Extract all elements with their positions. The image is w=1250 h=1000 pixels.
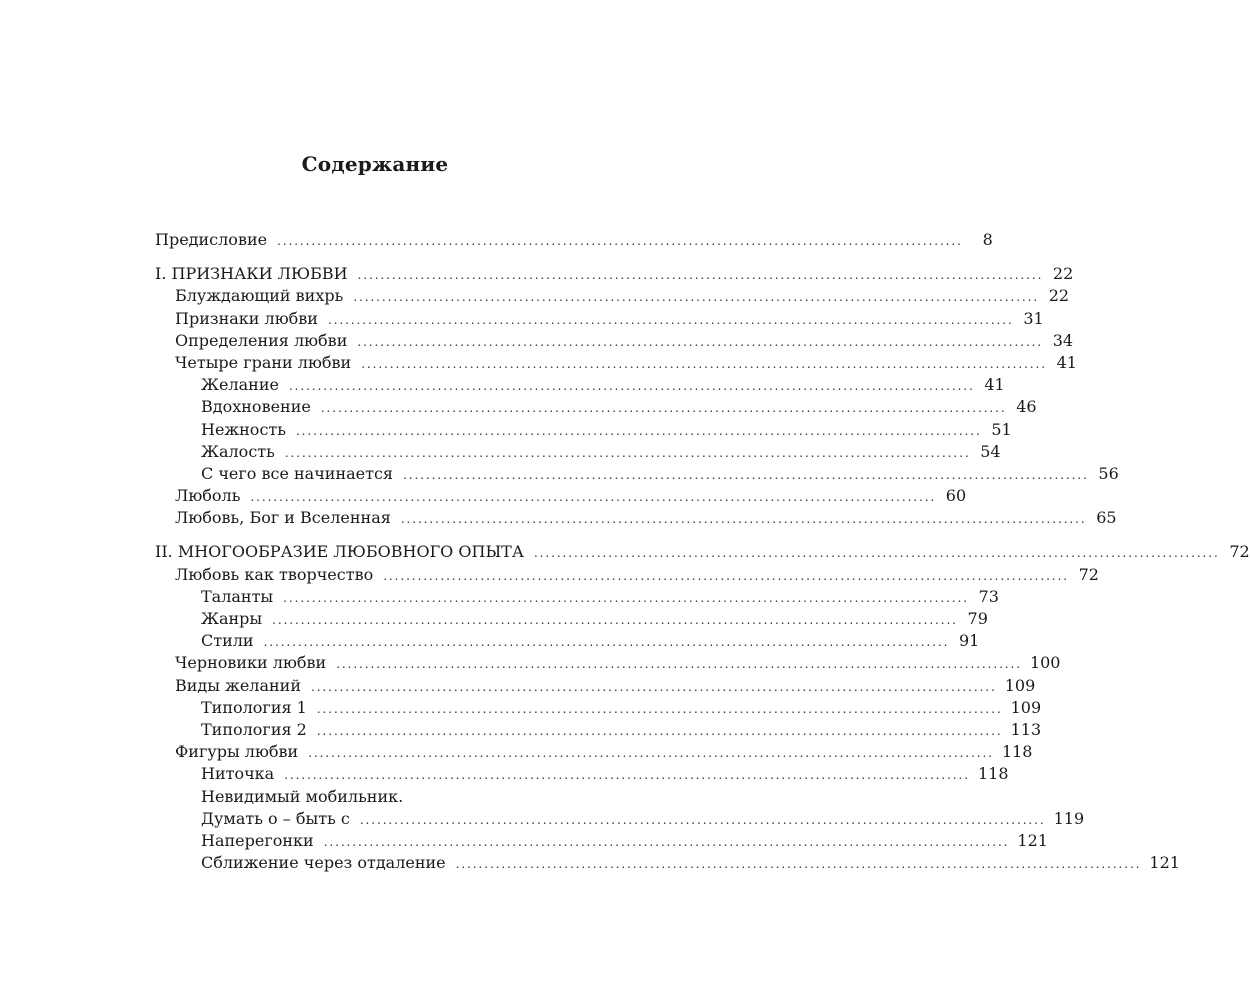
- toc-entry[interactable]: [155, 741, 1033, 763]
- toc-entry-page: 119: [1053, 808, 1085, 828]
- toc-entry-title: Люболь: [175, 486, 241, 506]
- dot-leader: ........................................................................................................................: [263, 635, 950, 650]
- toc-entry-page: 51: [991, 419, 1012, 439]
- toc-entry[interactable]: [155, 507, 1117, 529]
- dot-leader: ........................................................................................................................: [320, 401, 1007, 416]
- dot-leader: ........................................................................................................................: [284, 768, 970, 783]
- toc-entry-title: Блуждающий вихрь: [175, 286, 344, 306]
- dot-leader: ........................................................................................................................: [357, 268, 1044, 283]
- dot-leader: ........................................................................................................................: [353, 290, 1040, 305]
- toc-entry-page: 79: [967, 609, 988, 628]
- toc-entry-page: 22: [1052, 264, 1074, 284]
- dot-leader: ........................................................................................................................: [288, 379, 975, 394]
- toc-subentry[interactable]: [155, 697, 1042, 719]
- toc-entry-page: 73: [978, 586, 999, 606]
- toc-entry-page: 72: [1229, 542, 1250, 562]
- toc-entry-page: 109: [1004, 675, 1036, 695]
- toc-entry[interactable]: [155, 308, 1044, 330]
- dot-leader: ........................................................................................................................: [316, 723, 1003, 738]
- dot-leader: ........................................................................................................................: [316, 701, 1003, 716]
- toc-entry-title: Фигуры любви: [175, 742, 299, 762]
- toc-entry-title: Ниточка: [201, 764, 275, 784]
- toc-subentry[interactable]: [155, 830, 1048, 852]
- toc-entry-page: 41: [984, 375, 1005, 395]
- dot-leader: ........................................................................................................................: [327, 312, 1014, 327]
- toc-entry-title: Жалость: [201, 441, 275, 461]
- toc-entry-page: 91: [958, 631, 980, 651]
- toc-entry-page: 60: [945, 486, 967, 506]
- toc-entry[interactable]: [155, 652, 1061, 674]
- toc-entry-page: 34: [1052, 330, 1074, 350]
- toc-entry-title: Вдохновение: [201, 397, 311, 417]
- toc-entry-page: 41: [1056, 352, 1077, 372]
- toc-entry-title: Сближение через отдаление: [201, 853, 446, 873]
- table-of-contents: [155, 229, 1250, 874]
- dot-leader: ........................................................................................................................: [308, 746, 994, 761]
- dot-leader: ........................................................................................................................: [400, 512, 1087, 527]
- toc-entry-page: 121: [1149, 853, 1180, 873]
- toc-entry-title: С чего все начинается: [201, 463, 394, 483]
- dot-leader: ........................................................................................................................: [310, 679, 997, 694]
- dot-leader: ........................................................................................................................: [359, 812, 1046, 827]
- toc-entry-title: Признаки любви: [175, 308, 318, 328]
- toc-entry-title: Четыре грани любви: [175, 352, 352, 372]
- toc-entry-title: Любовь, Бог и Вселенная: [175, 508, 391, 528]
- toc-entry-title: Определения любви: [175, 330, 348, 350]
- toc-subentry[interactable]: [155, 396, 1037, 418]
- toc-entry[interactable]: [155, 675, 1036, 697]
- toc-entry-title: Виды желаний: [175, 675, 301, 695]
- toc-entry-title: Стили: [201, 631, 254, 651]
- toc-subentry[interactable]: [155, 719, 1042, 741]
- dot-leader: ........................................................................................................................: [323, 834, 1010, 849]
- toc-subentry[interactable]: [155, 419, 1012, 441]
- toc-entry-title: I. ПРИЗНАКИ ЛЮБВИ: [155, 264, 348, 284]
- toc-entry[interactable]: [155, 352, 1077, 374]
- toc-entry-page: 118: [977, 764, 1009, 784]
- toc-subentry[interactable]: [155, 374, 1005, 396]
- toc-entry-page: 54: [980, 441, 1001, 461]
- toc-section[interactable]: [155, 263, 1074, 285]
- toc-entry-page: 46: [1016, 397, 1037, 417]
- toc-entry-title: Любовь как творчество: [175, 564, 374, 584]
- toc-entry-page: 118: [1001, 742, 1033, 762]
- dot-leader: ........................................................................................................................: [250, 490, 937, 505]
- toc-entry-page: 100: [1029, 653, 1061, 673]
- dot-leader: ........................................................................................................................: [383, 568, 1069, 583]
- page-title: Содержание: [301, 152, 449, 176]
- toc-entry-title: Жанры: [201, 609, 263, 628]
- dot-leader: ........................................................................................................................: [277, 234, 963, 248]
- toc-subentry[interactable]: [155, 852, 1180, 874]
- toc-entry-page: 65: [1096, 508, 1117, 528]
- toc-entry-page: 109: [1010, 697, 1042, 717]
- dot-leader: ........................................................................................................................: [336, 657, 1022, 672]
- toc-entry-title: II. МНОГООБРАЗИЕ ЛЮБОВНОГО ОПЫТА: [155, 542, 524, 562]
- toc-subentry[interactable]: [155, 630, 980, 652]
- toc-entry-page: 113: [1010, 719, 1042, 739]
- toc-entry-page: 31: [1023, 308, 1044, 328]
- dot-leader: ........................................................................................................................: [272, 613, 958, 627]
- toc-entry[interactable]: [155, 330, 1074, 352]
- toc-subentry[interactable]: [155, 608, 988, 630]
- toc-entry-page: 56: [1098, 463, 1119, 483]
- toc-entry-page: 72: [1078, 564, 1099, 584]
- toc-entry-title: Желание: [201, 375, 279, 395]
- dot-leader: ........................................................................................................................: [403, 467, 1089, 482]
- toc-entry-title: Черновики любви: [175, 653, 327, 673]
- toc-subentry[interactable]: [155, 786, 574, 808]
- toc-entry-page: 8: [982, 230, 993, 249]
- toc-subentry[interactable]: [155, 441, 1001, 463]
- toc-entry-page: 121: [1017, 830, 1048, 850]
- dot-leader: ........................................................................................................................: [283, 590, 969, 605]
- toc-subentry[interactable]: [155, 463, 1119, 485]
- toc-entry[interactable]: [155, 564, 1099, 586]
- dot-leader: ........................................................................................................................: [357, 334, 1044, 349]
- dot-leader: ........................................................................................................................: [284, 445, 971, 460]
- toc-entry-title: Невидимый мобильник.: [201, 786, 404, 806]
- toc-entry[interactable]: [155, 285, 1070, 307]
- toc-entry-title: Типология 1: [201, 697, 307, 717]
- toc-section[interactable]: [155, 541, 1250, 563]
- toc-subentry[interactable]: [155, 808, 1085, 830]
- toc-subentry[interactable]: [155, 763, 1009, 785]
- toc-entry-title: Наперегонки: [201, 830, 314, 850]
- dot-leader: ........................................................................................................................: [533, 546, 1220, 561]
- dot-leader: ........................................................................................................................: [361, 356, 1047, 371]
- toc-entry-title: Нежность: [201, 419, 286, 439]
- toc-entry-page: 22: [1048, 286, 1070, 306]
- toc-entry-title: Думать о – быть с: [201, 808, 350, 828]
- toc-subentry[interactable]: [155, 586, 999, 608]
- toc-entry[interactable]: [155, 485, 967, 507]
- toc-entry-title: Таланты: [201, 586, 274, 606]
- toc-entry[interactable]: [155, 229, 993, 251]
- toc-entry-title: Предисловие: [155, 230, 268, 249]
- toc-entry-title: Типология 2: [201, 719, 307, 739]
- dot-leader: ........................................................................................................................: [295, 423, 982, 438]
- dot-leader: ........................................................................................................................: [455, 857, 1142, 872]
